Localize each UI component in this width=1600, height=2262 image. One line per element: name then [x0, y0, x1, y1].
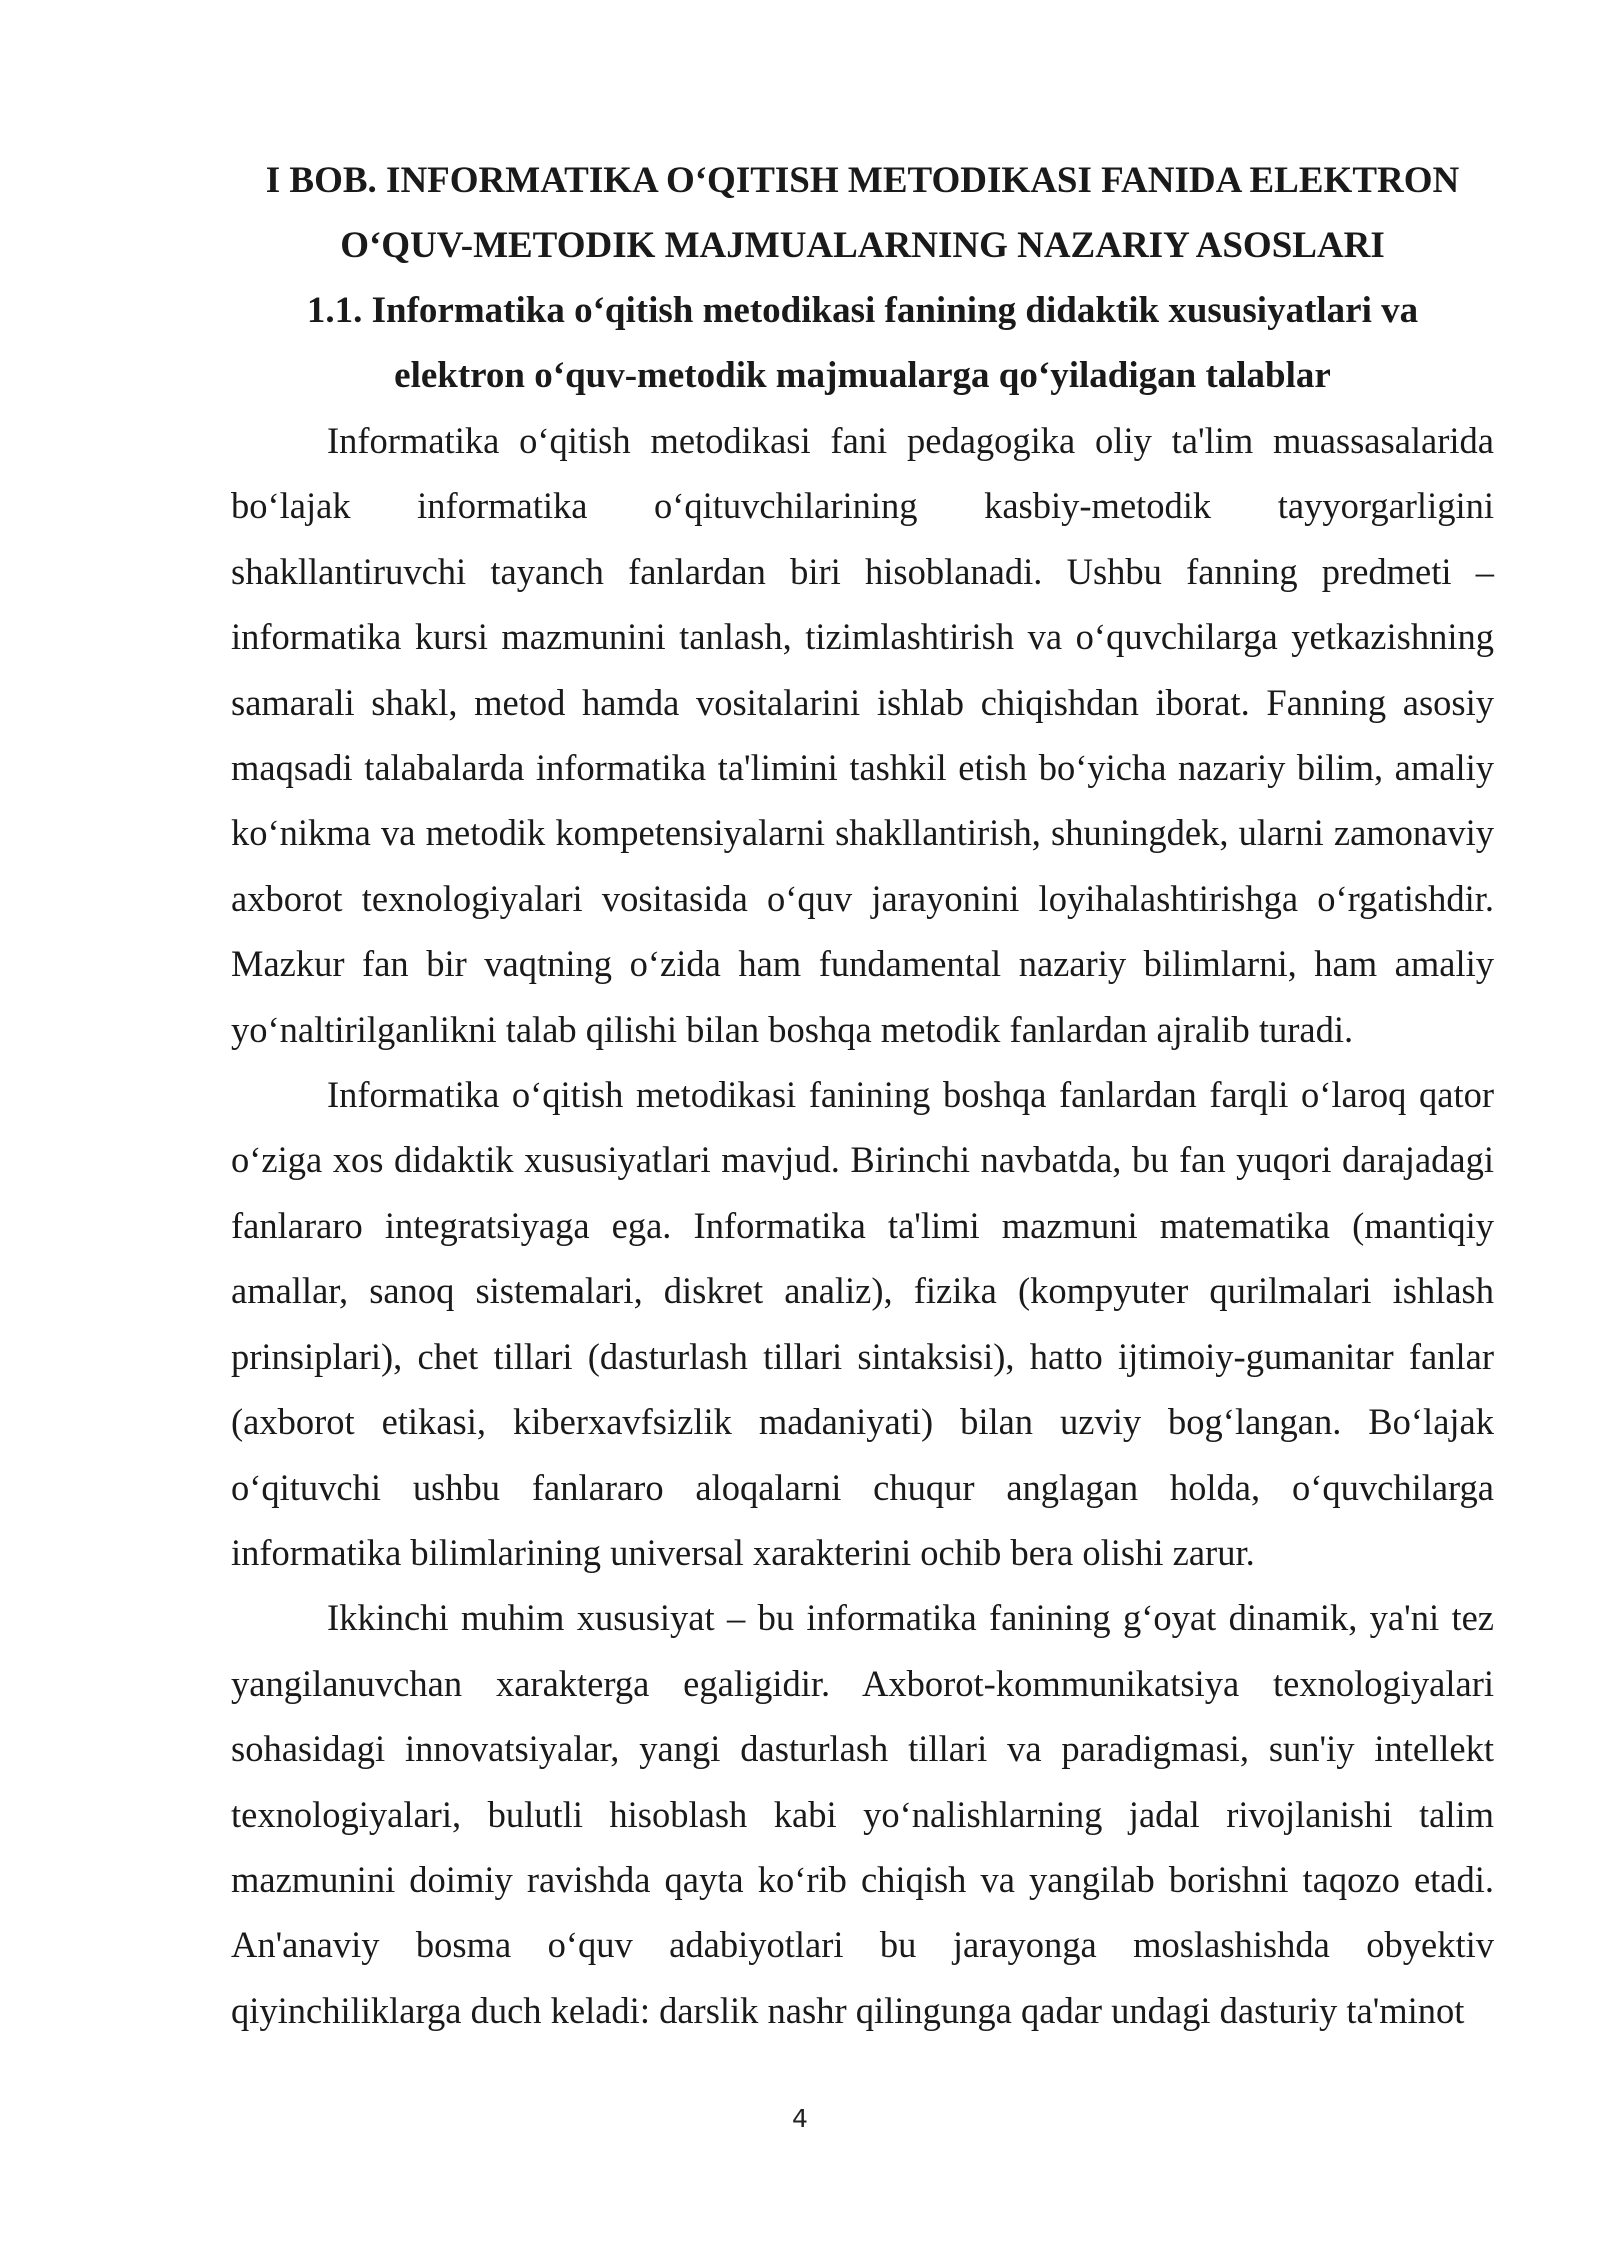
body-paragraph-3: Ikkinchi muhim xususiyat – bu informatika fanining g‘oyat dinamik, ya'ni tez yangilanuvchan xarakterga egaligidir. Axborot-kommunikatsiya texnologiyalari sohasidagi innovatsiyalar, yangi dasturlash tillari va paradigmasi, sun'iy intellekt texnologiyalari, bulutli hisoblash kabi yo‘nalishlarning jadal rivojlanishi talim mazmunini doimiy ravishda qayta ko‘rib chiqish va yangilab borishni taqozo etadi. An'anaviy bosma o‘quv adabiyotlari bu jarayonga moslashishda obyektiv qiyinchiliklarga duch keladi: darslik nashr qilingunga qadar undagi dasturiy ta'minot: [231, 1597, 1494, 2031]
section-title-line-1: 1.1. Informatika o‘qitish metodikasi fanining didaktik xususiyatlari va: [306, 290, 1419, 331]
document-page: [231, 148, 1494, 2043]
body-paragraph-1: Informatika o‘qitish metodikasi fani pedagogika oliy ta'lim muassasalarida bo‘lajak informatika o‘qituvchilarining kasbiy-metodik tayyorgarligini shakllantiruvchi tayanch fanlardan biri hisoblanadi. Ushbu fanning predmeti – informatika kursi mazmunini tanlash, tizimlashtirish va o‘quvchilarga yetkazishning samarali shakl, metod hamda vositalarini ishlab chiqishdan iborat. Fanning asosiy maqsadi talabalarda informatika ta'limini tashkil etish bo‘yicha nazariy bilim, amaliy ko‘nikma va metodik kompetensiyalarni shakllantirish, shuningdek, ularni zamonaviy axborot texnologiyalari vositasida o‘quv jarayonini loyihalashtirishga o‘rgatishdir. Mazkur fan bir vaqtning o‘zida ham fundamental nazariy bilimlarni, ham amaliy yo‘naltirilganlikni talab qilishi bilan boshqa metodik fanlardan ajralib turadi.: [231, 420, 1494, 1050]
page-number: 4: [792, 2104, 808, 2133]
body-paragraph-2: Informatika o‘qitish metodikasi fanining boshqa fanlardan farqli o‘laroq qator o‘ziga xos didaktik xususiyatlari mavjud. Birinchi navbatda, bu fan yuqori darajadagi fanlararo integratsiyaga ega. Informatika ta'limi mazmuni matematika (mantiqiy amallar, sanoq sistemalari, diskret analiz), fizika (kompyuter qurilmalari ishlash prinsiplari), chet tillari (dasturlash tillari sintaksisi), hatto ijtimoiy-gumanitar fanlar (axborot etikasi, kiberxavfsizlik madaniyati) bilan uzviy bog‘langan. Bo‘lajak o‘qituvchi ushbu fanlararo aloqalarni chuqur anglagan holda, o‘quvchilarga informatika bilimlarining universal xarakterini ochib bera olishi zarur.: [231, 1074, 1494, 1573]
chapter-title-line-1: I BOB. INFORMATIKA O‘QITISH METODIKASI FANIDA ELEKTRON: [265, 160, 1460, 201]
chapter-title-line-2: O‘QUV-METODIK MAJMUALARNING NAZARIY ASOSLARI: [340, 225, 1385, 266]
section-title-line-2: elektron o‘quv-metodik majmualarga qo‘yiladigan talablar: [394, 355, 1331, 396]
